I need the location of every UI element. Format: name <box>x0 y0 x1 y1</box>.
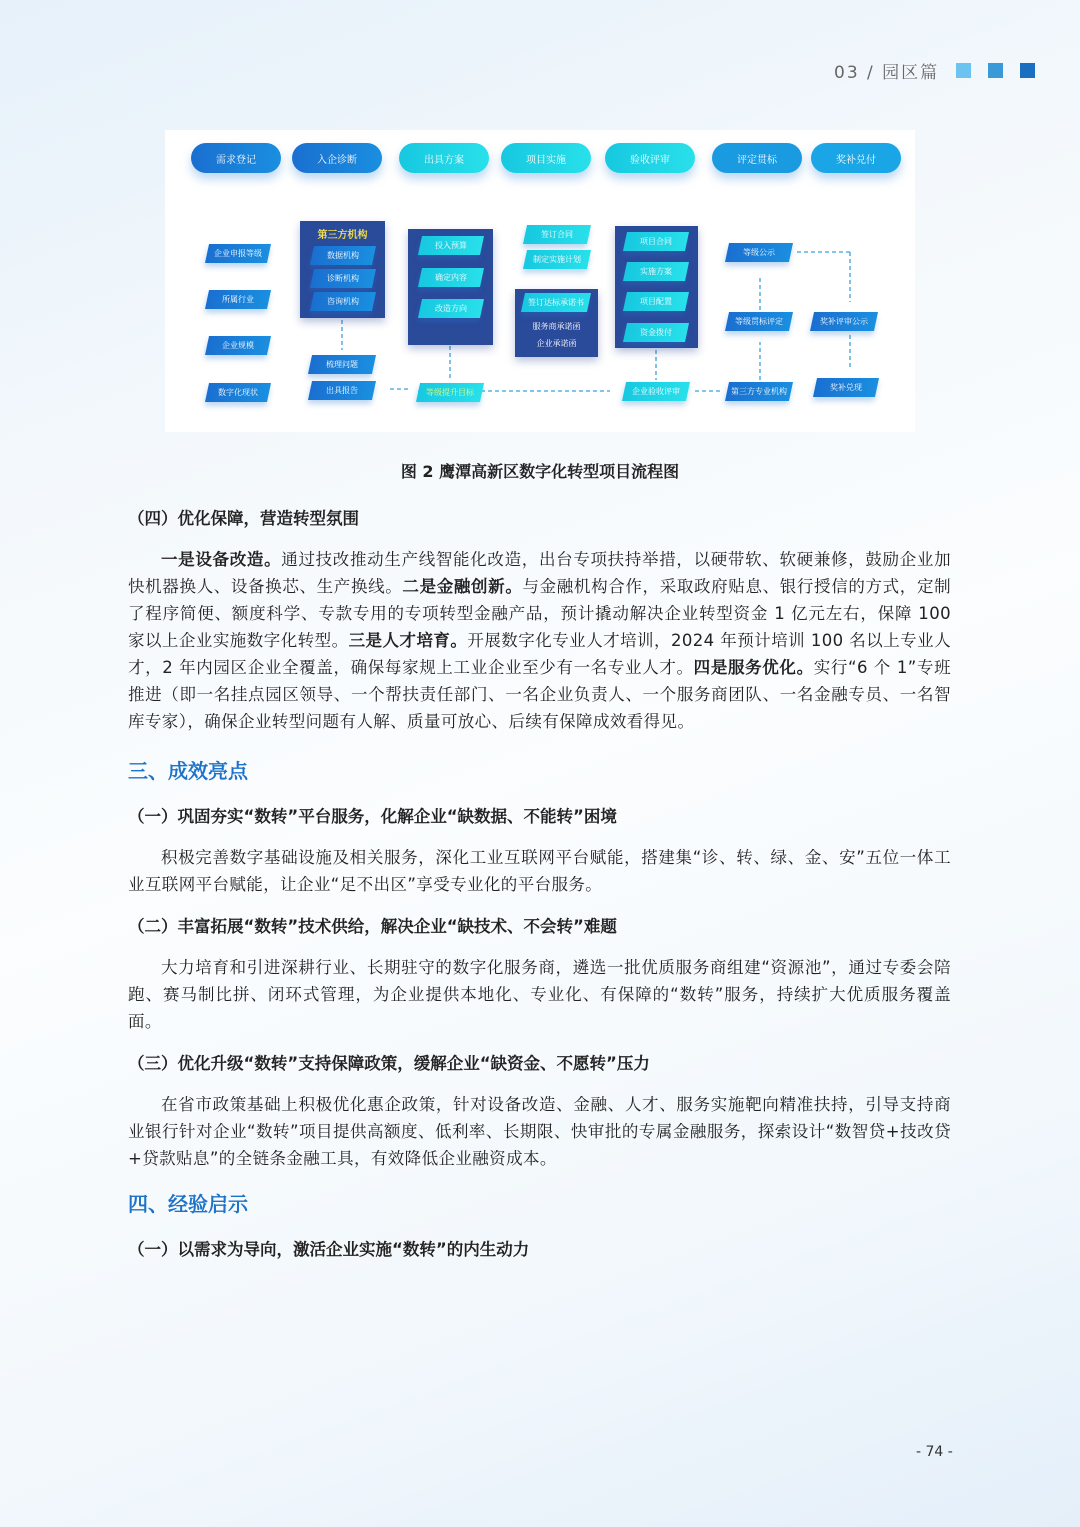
flow-node: 改造方向 <box>418 299 484 318</box>
subheading: （三）优化升级“数转”支持保障政策，缓解企业“缺资金、不愿转”压力 <box>128 1054 650 1073</box>
flow-node: 数字化现状 <box>205 383 271 402</box>
paragraph <box>128 546 951 735</box>
step-pill: 评定贯标 <box>712 143 802 173</box>
body-content <box>128 506 951 1277</box>
section-heading: 四、经验启示 <box>128 1192 248 1216</box>
third-party-box <box>300 221 385 318</box>
bold-lead: 二是金融创新。 <box>402 577 523 596</box>
flow-node: 企业验收评审 <box>622 382 690 401</box>
section-label: 03 / 园区篇 <box>834 63 940 83</box>
figure-caption: 图 2 鹰潭高新区数字化转型项目流程图 <box>400 462 680 481</box>
flow-node: 制定实施计划 <box>523 250 591 269</box>
text: 通过技改推动生产线智能化改造，出台专项扶持举措，以硬带软、软硬兼修，鼓励企业加快机器换人、设备换芯、生产换线。 <box>128 550 951 596</box>
text: 实行“6 个 1”专班推进（即一名挂点园区领导、一个帮扶责任部门、一名企业负责人、一个服务商团队、一名金融专员、一名智库专家），确保企业转型问题有人解、质量可放心、后续有保障成效看得见。 <box>128 658 951 731</box>
flow-node: 等级贯标评定 <box>725 312 793 331</box>
step-pill: 入企诊断 <box>292 143 382 173</box>
flow-node: 企业申报等级 <box>205 244 271 263</box>
flow-node: 出具报告 <box>308 381 376 400</box>
flow-node: 实施方案 <box>623 262 689 281</box>
step-pill: 奖补兑付 <box>811 143 901 173</box>
flow-node: 项目合同 <box>623 232 689 251</box>
paragraph: 积极完善数字基础设施及相关服务，深化工业互联网平台赋能，搭建集“诊、转、绿、金、安”五位一体工业互联网平台赋能，让企业“足不出区”享受专业化的平台服务。 <box>128 848 951 894</box>
page-number: - 74 - <box>916 1444 953 1460</box>
commitment-box <box>515 289 598 357</box>
flow-node: 梳理问题 <box>308 355 376 374</box>
implementation-box <box>615 226 698 348</box>
text: 与金融机构合作，采取政府贴息、银行授信的方式，定制了程序简便、额度科学、专款专用的专项转型金融产品，预计撬动解决企业转型资金 1 亿元左右，保障 100 家以上企业实施数字化转型。 <box>128 577 952 650</box>
decor-square <box>988 63 1003 78</box>
paragraph: 大力培育和引进深耕行业、长期驻守的数字化服务商，遴选一批优质服务商组建“资源池”，通过专委会陪跑、赛马制比拼、闭环式管理，为企业提供本地化、专业化、有保障的“数转”服务，持续扩大优质服务覆盖面。 <box>128 958 951 1031</box>
flow-node: 等级公示 <box>725 243 793 262</box>
flow-node: 数据机构 <box>310 246 376 265</box>
subheading: （二）丰富拓展“数转”技术供给，解决企业“缺技术、不会转”难题 <box>128 917 617 936</box>
flow-node: 所属行业 <box>205 290 271 309</box>
decor-square <box>1020 63 1035 78</box>
flow-node: 项目配置 <box>623 292 689 311</box>
subheading: （一）巩固夯实“数转”平台服务，化解企业“缺数据、不能转”困境 <box>128 807 617 826</box>
step-pill: 验收评审 <box>605 143 695 173</box>
section-heading: 三、成效亮点 <box>128 759 248 783</box>
flow-node: 诊断机构 <box>310 269 376 288</box>
box-title: 第三方机构 <box>317 230 368 241</box>
flow-node: 确定内容 <box>418 268 484 287</box>
section-header <box>834 58 1035 83</box>
flowchart-figure <box>165 130 915 432</box>
paragraph: 在省市政策基础上积极优化惠企政策，针对设备改造、金融、人才、服务实施靶向精准扶持，引导支持商业银行针对企业“数转”项目提供高额度、低利率、长期限、快审批的专属金融服务，探索设计“数智贷+技改贷+贷款贴息”的全链条金融工具，有效降低企业融资成本。 <box>128 1095 951 1168</box>
subheading: （四）优化保障，营造转型氛围 <box>128 509 359 528</box>
bold-lead: 四是服务优化。 <box>693 658 814 677</box>
step-pill: 项目实施 <box>501 143 591 173</box>
subheading: （一）以需求为导向，激活企业实施“数转”的内生动力 <box>128 1240 530 1259</box>
box-text: 服务商承诺函 <box>532 322 581 331</box>
flow-node: 签订达标承诺书 <box>521 293 591 312</box>
flow-arrows <box>165 130 915 432</box>
flow-node: 签订合同 <box>523 225 591 244</box>
flow-node: 奖补兑现 <box>813 378 879 397</box>
flow-node: 资金拨付 <box>623 323 689 342</box>
step-pill: 需求登记 <box>191 143 281 173</box>
flow-node: 等级提升目标 <box>416 383 484 402</box>
flow-node: 第三方专业机构 <box>725 382 793 401</box>
decor-square <box>956 63 971 78</box>
plan-box <box>408 229 493 345</box>
flow-node: 咨询机构 <box>310 292 376 311</box>
flow-node: 奖补评审公示 <box>810 312 878 331</box>
bold-lead: 三是人才培育。 <box>348 631 468 650</box>
box-text: 企业承诺函 <box>536 339 577 348</box>
step-pill: 出具方案 <box>399 143 489 173</box>
text: 开展数字化专业人才培训，2024 年预计培训 100 名以上专业人才，2 年内园区企业全覆盖，确保每家规上工业企业至少有一名专业人才。 <box>128 631 951 677</box>
bold-lead: 一是设备改造。 <box>161 550 282 569</box>
flow-node: 投入预算 <box>418 236 484 255</box>
flow-node: 企业规模 <box>205 336 271 355</box>
